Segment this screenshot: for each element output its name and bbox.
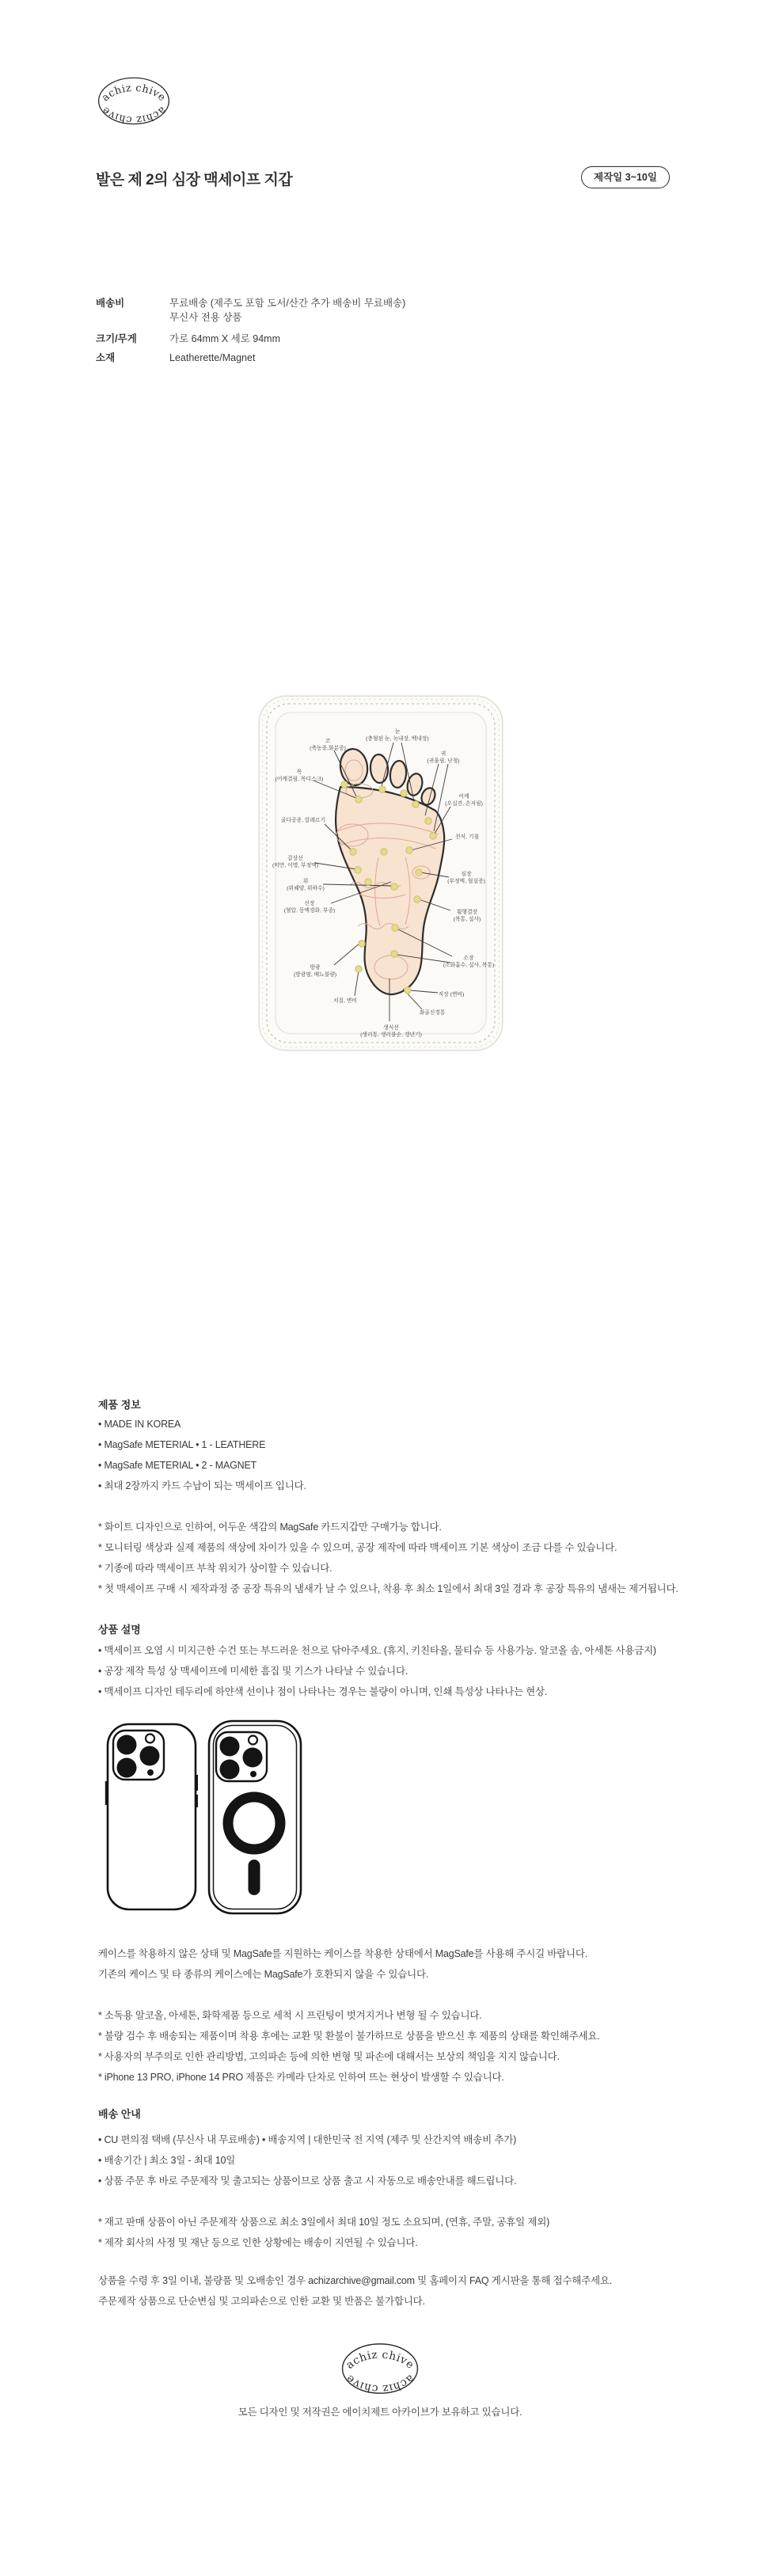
foot-label-10: 위 (위궤양, 위하수) [287,879,325,891]
reflex-point-dot [406,847,412,853]
info-line: • 최대 2장까지 카드 수납이 되는 맥세이프 입니다. [98,1480,306,1491]
footer-contact [98,2270,612,2312]
brand-logo-bottom [340,2342,420,2396]
note-line: * 재고 판매 상품이 아닌 주문제작 상품으로 최소 3일에서 최대 10일 정도 소요되며, (연휴, 주말, 공휴일 제외) [98,2217,550,2228]
copyright-line: 모든 디자인 및 저작권은 에이치제트 아카이브가 보유하고 있습니다. [238,2407,522,2418]
foot-label-13: 소장 (소화흡수, 설사, 복통) [443,956,495,968]
brand-logo-top [96,76,172,126]
reflex-point-dot [365,879,371,885]
reflex-point-dot [405,987,411,994]
reflex-point-dot [391,951,397,957]
description-bullets [98,1640,656,1702]
foot-label-16: 직장 (변비) [438,992,465,997]
case-notice-line: 케이스를 착용하지 않은 상태 및 MagSafe를 지원하는 케이스를 착용한 상태에서 MagSafe를 사용해 주시길 바랍니다. [98,1948,588,1959]
case-notice [98,1943,587,1985]
production-days-badge: 제작일 3~10일 [581,166,670,188]
section-heading-shipping: 배송 안내 [98,2108,141,2120]
footer-line: 상품을 수령 후 3일 이내, 불량품 및 오배송인 경우 achizarchive@gmail.com 및 홈페이지 FAQ 게시판을 통해 접수해주세요. [98,2275,613,2286]
spec-row-size [96,332,280,346]
reflex-point-dot [379,786,386,792]
shipping-line: • 상품 주문 후 바로 주문제작 및 출고되는 상품이므로 상품 출고 시 자동으로 배송안내를 해드립니다. [98,2175,517,2187]
product-image-foot-reflexology-card [258,695,504,1051]
shipping-notes [98,2212,549,2253]
reflex-point-dot [430,833,436,839]
reflex-point-dot [350,849,356,855]
footer-line: 주문제작 상품으로 단순변심 및 고의파손으로 인한 교환 및 반품은 불가합니다. [98,2296,425,2307]
spec-label: 배송비 [96,298,125,309]
reflex-point-dot [414,896,420,902]
logo-text-top: achiz chive [343,2348,417,2372]
spec-value-line: 무료배송 (제주도 포함 도서/산간 추가 배송비 무료배송) [169,298,406,309]
logo-text-bottom: achiz chive [100,104,168,126]
note-line: * 소독용 알코올, 아세톤, 화학제품 등으로 세척 시 프린팅이 벗겨지거나 변형 될 수 있습니다. [98,2010,482,2021]
info-line: • MADE IN KOREA [98,1419,181,1430]
spec-label: 소재 [96,352,116,363]
foot-label-11: 신장 (혈압, 동맥경화, 부종) [283,901,336,914]
reflex-point-dot [359,940,365,947]
spec-value-line: 무신사 전용 상품 [169,312,242,323]
product-info-notes [98,1517,678,1599]
reflex-point-dot [355,867,361,873]
note-line: * iPhone 13 PRO, iPhone 14 PRO 제품은 카메라 단차로 인하여 뜨는 현상이 발생할 수 있습니다. [98,2072,504,2083]
phone-magsafe-case-icon [209,1721,301,1913]
foot-label-15: 치질, 변비 [332,998,358,1004]
foot-label-2: 눈 (충혈된 눈, 녹내장, 백내장) [366,729,429,742]
section-heading-product-info: 제품 정보 [98,1399,141,1411]
case-notice-line: 기존의 케이스 및 타 종류의 케이스에는 MagSafe가 호환되지 않을 수 있습니다. [98,1969,429,1980]
reflex-point-dot [391,883,397,890]
foot-label-12: 횡행결장 (복통, 설사) [453,910,481,922]
product-info-bullets [98,1414,306,1496]
shipping-line: • 배송기간 | 최소 3일 - 최대 10일 [98,2155,236,2166]
reflex-point-dot [392,925,398,931]
foot-label-6: 골다공증, 알레르기 [280,818,326,823]
foot-label-9: 심장 (부정맥, 협심증) [447,872,485,884]
foot-label-14: 방광 (방광염, 배뇨불량) [293,965,337,978]
spec-values [169,296,405,325]
phone-magsafe-illustration [103,1716,309,1921]
note-line: * 제작 회사의 사정 및 재난 등으로 인한 상황에는 배송이 지연될 수 있습니다. [98,2237,418,2248]
reflex-point-dot [341,781,348,788]
foot-label-5: 어깨 (오십견, 손저림) [445,794,483,807]
reflex-point-dot [412,801,419,807]
reflex-point-dot [401,790,407,796]
info-line: • MagSafe METERIAL • 2 - MAGNET [98,1460,257,1471]
note-line: * 모니터링 색상과 실제 제품의 색상에 차이가 있을 수 있으며, 공장 제작에 따라 맥세이프 기본 색상이 조금 다를 수 있습니다. [98,1542,618,1553]
logo-text-top: achiz chive [100,82,168,104]
foot-label-17: 좌골신경통 [419,1010,446,1016]
foot-label-4: 목 (어깨결림, 목디스크) [275,769,324,782]
magsafe-alignment-slot-icon [249,1860,260,1895]
note-line: * 기종에 따라 맥세이프 부착 위치가 상이할 수 있습니다. [98,1563,332,1574]
foot-label-3: 귀 (귀울림, 난청) [427,751,460,764]
description-line: • 맥세이프 디자인 테두리에 하얀색 선이나 점이 나타나는 경우는 불량이 아니며, 인쇄 특성상 나타나는 현상. [98,1686,548,1697]
spec-value-line: 가로 64mm X 세로 94mm [169,333,280,344]
reflex-point-dot [416,869,422,876]
spec-value-line: Leatherette/Magnet [169,352,256,363]
reflex-point-dot [425,818,431,824]
reflex-point-dot [355,796,362,803]
foot-label-1: 코 (축농증,화분증) [310,739,346,751]
logo-text-bottom: achiz chive [343,2372,417,2396]
foot-label-18: 생식선 (생리통, 생리불순, 갱년기) [360,1025,422,1038]
shipping-line: • CU 편의점 택배 (무신사 내 무료배송) • 배송지역 | 대한민국 전 지역 (제주 및 산간지역 배송비 추가) [98,2134,517,2145]
note-line: * 사용자의 부주의로 인한 관리방법, 고의파손 등에 의한 변형 및 파손에 대해서는 보상의 책임을 지지 않습니다. [98,2051,560,2062]
foot-label-8: 갑상선 (비만, 이명, 부정맥) [272,856,319,868]
shipping-bullets [98,2130,516,2191]
info-line: • MagSafe METERIAL • 1 - LEATHERE [98,1439,266,1450]
foot-label-7: 천식, 기침 [454,834,480,840]
description-line: • 맥세이프 오염 시 미지근한 수건 또는 부드러운 천으로 닦아주세요. (휴지, 키친타올, 물티슈 등 사용가능. 알코올 솜, 아세톤 사용금지) [98,1645,656,1656]
page-title: 발은 제 2의 심장 맥세이프 지갑 [96,172,293,188]
phone-back-icon [105,1724,198,1909]
note-line: * 첫 맥세이프 구매 시 제작과정 중 공장 특유의 냄새가 날 수 있으나, 착용 후 최소 1일에서 최대 3일 경과 후 공장 특유의 냄새는 제거됩니다. [98,1583,678,1594]
note-line: * 화이트 디자인으로 인하여, 어두운 색감의 MagSafe 카드지갑만 구매가능 합니다. [98,1522,442,1533]
reflex-point-dot [381,849,387,855]
spec-row-shipping-fee [96,296,405,325]
section-heading-description: 상품 설명 [98,1624,141,1636]
case-notice-notes [98,2005,600,2088]
note-line: * 불량 검수 후 배송되는 제품이며 착용 후에는 교환 및 환불이 불가하므로 상품을 받으신 후 제품의 상태를 확인해주세요. [98,2031,600,2042]
reflex-point-dot [355,966,362,972]
spec-label: 크기/무게 [96,333,137,344]
spec-row-material [96,351,255,365]
description-line: • 공장 제작 특성 상 맥세이프에 미세한 흠집 및 기스가 나타날 수 있습니다. [98,1666,408,1677]
